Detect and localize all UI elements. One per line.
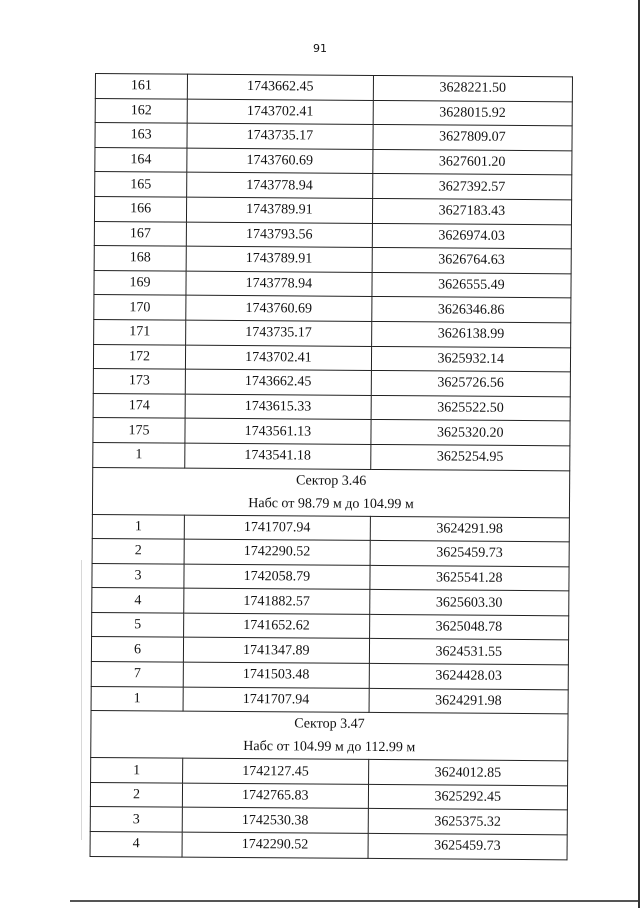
- x-coordinate-cell: 1742290.52: [184, 539, 370, 565]
- x-coordinate-cell: 1741652.62: [184, 613, 370, 639]
- scan-margin-line: [81, 560, 82, 840]
- x-coordinate-cell: 1743561.13: [185, 418, 371, 444]
- table-row: [90, 782, 567, 810]
- sector-header-row: [91, 711, 568, 761]
- table-row: [92, 588, 569, 616]
- table-row: [95, 123, 572, 151]
- sector-title: Сектор 3.47: [294, 716, 365, 733]
- coordinates-table-body: [90, 74, 572, 860]
- table-row: [91, 662, 568, 690]
- y-coordinate-cell: 3626974.03: [372, 223, 572, 249]
- point-number-cell: 3: [92, 563, 184, 588]
- point-number-cell: 166: [94, 196, 186, 221]
- sector-height-range: Набс от 104.99 м до 112.99 м: [243, 739, 416, 756]
- table-row: [94, 196, 571, 224]
- x-coordinate-cell: 1743541.18: [185, 443, 371, 469]
- x-coordinate-cell: 1743735.17: [187, 123, 373, 149]
- y-coordinate-cell: 3624012.85: [368, 760, 568, 786]
- y-coordinate-cell: 3625603.30: [369, 590, 569, 616]
- table-row: [94, 246, 571, 274]
- point-number-cell: 173: [93, 369, 185, 394]
- table-row: [91, 637, 568, 665]
- y-coordinate-cell: 3626138.99: [371, 321, 571, 347]
- x-coordinate-cell: 1743778.94: [186, 271, 372, 297]
- y-coordinate-cell: 3626764.63: [372, 248, 572, 274]
- table-row: [91, 686, 568, 714]
- point-number-cell: 165: [95, 172, 187, 197]
- y-coordinate-cell: 3625541.28: [370, 565, 570, 591]
- point-number-cell: 6: [91, 637, 183, 662]
- table-row: [93, 393, 570, 421]
- y-coordinate-cell: 3626346.86: [371, 297, 571, 323]
- point-number-cell: 170: [94, 295, 186, 320]
- y-coordinate-cell: 3627601.20: [372, 149, 572, 175]
- x-coordinate-cell: 1743760.69: [186, 295, 372, 321]
- table-row: [92, 563, 569, 591]
- x-coordinate-cell: 1743760.69: [187, 148, 373, 174]
- sector-header-row: [92, 467, 569, 517]
- y-coordinate-cell: 3624291.98: [370, 516, 570, 542]
- sector-height-range: Набс от 98.79 м до 104.99 м: [248, 495, 414, 512]
- table-row: [95, 98, 572, 126]
- x-coordinate-cell: 1743702.41: [186, 345, 372, 371]
- table-row: [95, 172, 572, 200]
- y-coordinate-cell: 3624531.55: [369, 639, 569, 665]
- point-number-cell: 1: [92, 514, 184, 539]
- y-coordinate-cell: 3625459.73: [368, 833, 568, 859]
- x-coordinate-cell: 1741707.94: [184, 515, 370, 541]
- table-row: [93, 344, 570, 372]
- table-row: [93, 418, 570, 446]
- x-coordinate-cell: 1742058.79: [184, 564, 370, 590]
- point-number-cell: 171: [94, 319, 186, 344]
- point-number-cell: 162: [95, 98, 187, 123]
- y-coordinate-cell: 3625459.73: [370, 541, 570, 567]
- table-row: [92, 612, 569, 640]
- y-coordinate-cell: 3625375.32: [368, 809, 568, 835]
- y-coordinate-cell: 3627183.43: [372, 198, 572, 224]
- point-number-cell: 163: [95, 123, 187, 148]
- x-coordinate-cell: 1743615.33: [185, 394, 371, 420]
- y-coordinate-cell: 3625254.95: [370, 444, 570, 470]
- y-coordinate-cell: 3628221.50: [373, 75, 573, 101]
- point-number-cell: 3: [90, 807, 182, 832]
- point-number-cell: 168: [94, 246, 186, 271]
- table-row: [94, 221, 571, 249]
- x-coordinate-cell: 1741347.89: [183, 638, 369, 664]
- point-number-cell: 167: [94, 221, 186, 246]
- x-coordinate-cell: 1743789.91: [187, 197, 373, 223]
- x-coordinate-cell: 1742290.52: [182, 832, 368, 858]
- table-row: [93, 442, 570, 470]
- point-number-cell: 7: [91, 662, 183, 687]
- x-coordinate-cell: 1741707.94: [183, 687, 369, 713]
- x-coordinate-cell: 1743778.94: [187, 173, 373, 199]
- x-coordinate-cell: 1742765.83: [182, 783, 368, 809]
- point-number-cell: 169: [94, 270, 186, 295]
- table-row: [93, 369, 570, 397]
- y-coordinate-cell: 3624291.98: [369, 688, 569, 714]
- page-number: 91: [313, 42, 327, 55]
- y-coordinate-cell: 3625522.50: [371, 395, 571, 421]
- point-number-cell: 4: [92, 588, 184, 613]
- table-row: [95, 147, 572, 175]
- x-coordinate-cell: 1742127.45: [183, 758, 369, 784]
- table-row: [91, 758, 568, 786]
- table-row: [92, 539, 569, 567]
- y-coordinate-cell: 3625320.20: [371, 420, 571, 446]
- y-coordinate-cell: 3627392.57: [372, 174, 572, 200]
- scan-bottom-edge: [70, 900, 640, 902]
- point-number-cell: 175: [93, 418, 185, 443]
- point-number-cell: 161: [95, 74, 187, 99]
- sector-title: Сектор 3.46: [295, 472, 367, 489]
- sector-header: [92, 467, 569, 517]
- y-coordinate-cell: 3625048.78: [369, 614, 569, 640]
- x-coordinate-cell: 1742530.38: [182, 808, 368, 834]
- table-row: [95, 74, 572, 102]
- point-number-cell: 174: [93, 393, 185, 418]
- y-coordinate-cell: 3625292.45: [368, 784, 568, 810]
- x-coordinate-cell: 1743662.45: [187, 74, 373, 100]
- x-coordinate-cell: 1743702.41: [187, 99, 373, 125]
- x-coordinate-cell: 1743662.45: [185, 369, 371, 395]
- y-coordinate-cell: 3625726.56: [371, 371, 571, 397]
- y-coordinate-cell: 3627809.07: [373, 125, 573, 151]
- point-number-cell: 1: [91, 758, 183, 783]
- point-number-cell: 164: [95, 147, 187, 172]
- point-number-cell: 2: [90, 782, 182, 807]
- table-row: [92, 514, 569, 542]
- point-number-cell: 4: [90, 832, 182, 857]
- x-coordinate-cell: 1743789.91: [186, 246, 372, 272]
- point-number-cell: 5: [92, 612, 184, 637]
- table-row: [94, 319, 571, 347]
- point-number-cell: 172: [93, 344, 185, 369]
- point-number-cell: 1: [93, 442, 185, 467]
- y-coordinate-cell: 3625932.14: [371, 346, 571, 372]
- y-coordinate-cell: 3626555.49: [372, 272, 572, 298]
- table-row: [90, 807, 567, 835]
- y-coordinate-cell: 3624428.03: [369, 663, 569, 689]
- y-coordinate-cell: 3628015.92: [373, 100, 573, 126]
- sector-header: [91, 711, 568, 761]
- x-coordinate-cell: 1741503.48: [183, 662, 369, 688]
- point-number-cell: 1: [91, 686, 183, 711]
- x-coordinate-cell: 1741882.57: [184, 588, 370, 614]
- table-row: [90, 832, 567, 860]
- x-coordinate-cell: 1743793.56: [186, 222, 372, 248]
- table-row: [94, 270, 571, 298]
- x-coordinate-cell: 1743735.17: [186, 320, 372, 346]
- table-row: [94, 295, 571, 323]
- point-number-cell: 2: [92, 539, 184, 564]
- coordinates-table: [90, 73, 573, 860]
